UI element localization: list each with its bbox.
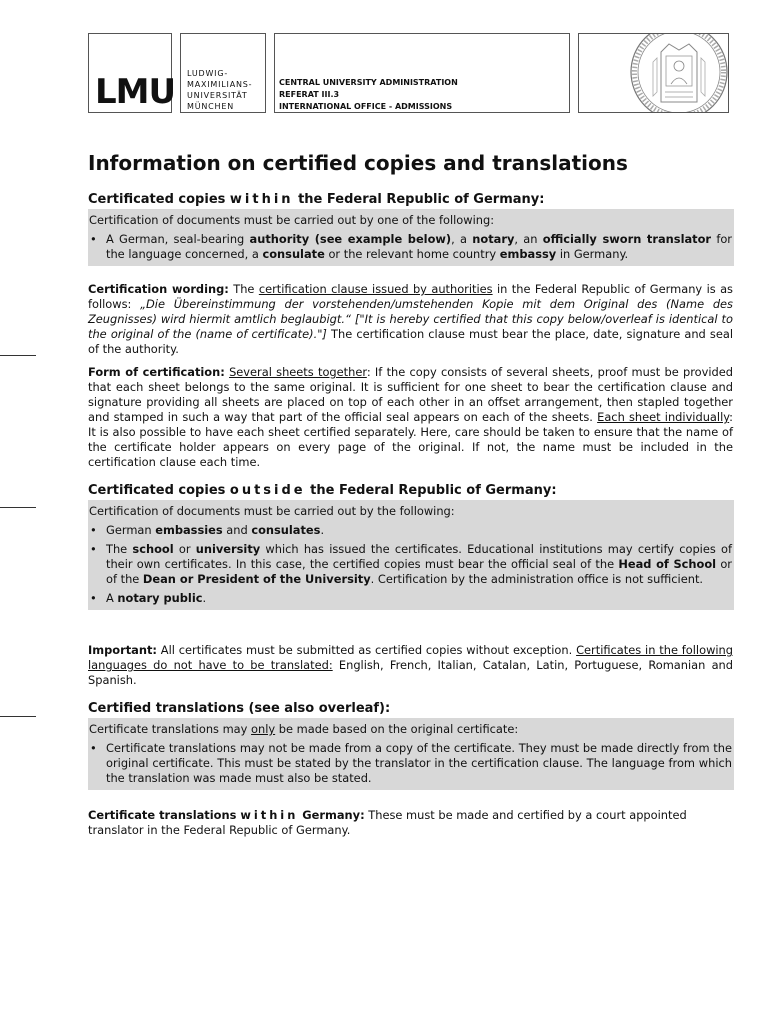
lmu-logo: LMU bbox=[95, 72, 176, 112]
bullet-list bbox=[89, 741, 732, 786]
section-heading-translations: Certified translations (see also overleaf): bbox=[88, 701, 391, 716]
university-name bbox=[187, 68, 252, 112]
outside-requirements-box bbox=[88, 500, 734, 610]
section-heading-within: Certificated copies within the Federal Republic of Germany: bbox=[88, 192, 545, 207]
fold-mark bbox=[0, 355, 36, 356]
box-intro: Certification of documents must be carried out by the following: bbox=[89, 504, 455, 518]
page-title: Information on certified copies and translations bbox=[88, 151, 628, 175]
seal-box bbox=[578, 33, 729, 113]
university-name-line: LUDWIG- bbox=[187, 69, 229, 78]
bullet-list bbox=[89, 523, 732, 606]
box-intro: Certification of documents must be carried out by one of the following: bbox=[89, 213, 495, 227]
important-paragraph: Important: All certificates must be submitted as certified copies without exception. Certificates in the following languages do not have to be translated: English, French, Italian, Catalan, Latin, Portuguese, Romanian and Spanish. bbox=[88, 643, 734, 687]
bullet-list bbox=[89, 232, 732, 262]
form-of-certification-paragraph: Form of certification: Several sheets together: If the copy consists of several sheets, proof must be provided that each sheet belongs to the same original. It is sufficient for one sheet to bear the certification clause and signature providing all sheets are placed on top of each other in an offset arrangement, then stapled together and stamped in such a way that part of the official seal appears on each of the sheets. Each sheet individually: It is also possible to have each sheet certified separately. Here, care should be taken to ensure that the name of the certificate holder appears on every page of the original. If not, the name must be included in the certification clause each time. bbox=[88, 365, 733, 469]
list-item: • A German, seal-bearing authority (see example below), a notary, an officially sworn translator for the language concerned, a consulate or the relevant home country embassy in Germany. bbox=[89, 232, 732, 262]
administration-box bbox=[274, 33, 570, 113]
logo-box bbox=[88, 33, 176, 113]
certification-wording-paragraph: Certification wording: The certification clause issued by authorities in the Federal Republic of Germany is as follows: „Die Übereinstimmung der vorstehenden/umstehenden Kopie mit dem Original des (Name des Zeugnisses) wird hiermit amtlich beglaubigt.“ ["It is hereby certified that this copy below/overleaf is identical to the original of the (name of certificate)."] The certification clause must bear the place, date, signature and seal of the authority. bbox=[88, 282, 733, 356]
fold-mark bbox=[0, 716, 36, 717]
translations-requirements-box bbox=[88, 718, 734, 790]
admin-line: CENTRAL UNIVERSITY ADMINISTRATION bbox=[279, 78, 458, 87]
admin-line: REFERAT III.3 bbox=[279, 90, 340, 99]
list-item: • A notary public. bbox=[89, 591, 732, 606]
list-item: • The school or university which has issued the certificates. Educational institutions may certify copies of their own certificates. In this case, the certified copies must bear the official seal of the Head of School or of the Dean or President of the University. Certification by the administration office is not sufficient. bbox=[89, 542, 732, 587]
fold-mark bbox=[0, 507, 36, 508]
admin-line: INTERNATIONAL OFFICE - ADMISSIONS bbox=[279, 102, 453, 111]
administration-lines bbox=[279, 77, 458, 113]
university-name-box bbox=[180, 33, 266, 113]
university-name-line: UNIVERSITÄT bbox=[187, 91, 248, 100]
within-requirements-box bbox=[88, 209, 734, 266]
university-name-line: MÜNCHEN bbox=[187, 102, 234, 111]
section-heading-outside: Certificated copies outside the Federal Republic of Germany: bbox=[88, 483, 557, 498]
university-seal-icon bbox=[629, 33, 729, 113]
list-item: • Certificate translations may not be made from a copy of the certificate. They must be made directly from the original certificate. This must be stated by the translator in the certification clause. The language from which the translation was made must also be stated. bbox=[89, 741, 732, 786]
translations-within-germany-paragraph: Certificate translations within Germany: These must be made and certified by a court appointed translator in the Federal Republic of Germany. bbox=[88, 808, 687, 837]
box-intro: Certificate translations may only be made based on the original certificate: bbox=[89, 722, 519, 736]
list-item: • German embassies and consulates. bbox=[89, 523, 732, 538]
university-name-line: MAXIMILIANS- bbox=[187, 80, 253, 89]
